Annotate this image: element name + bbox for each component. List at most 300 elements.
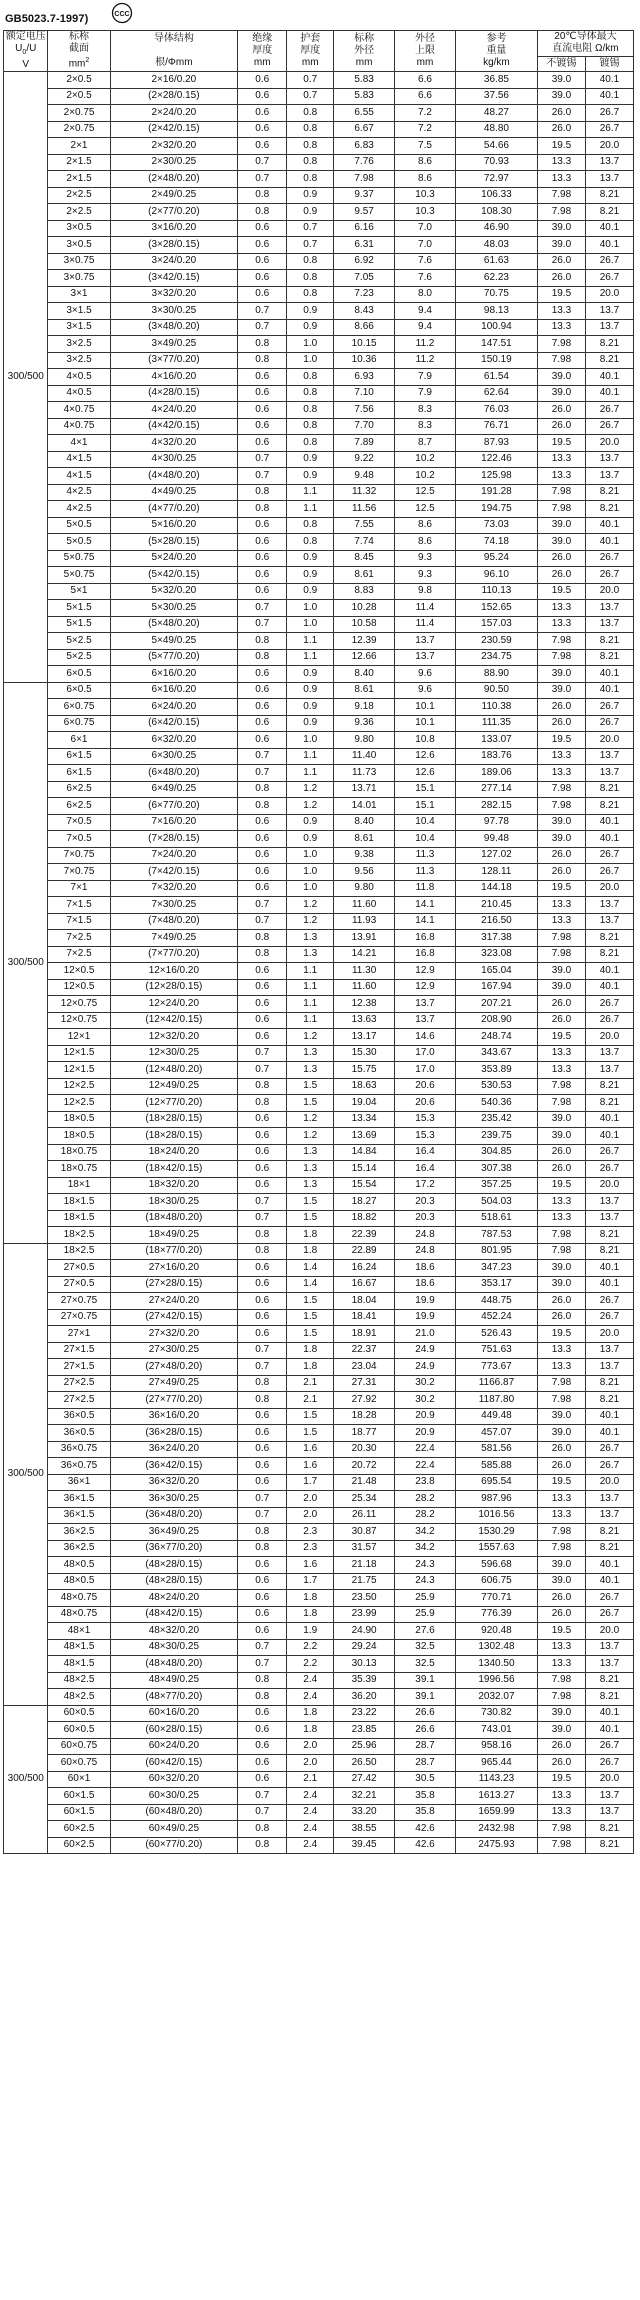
cell-resistance-unplated: 39.0 bbox=[537, 1557, 585, 1574]
cell-od-max: 9.3 bbox=[395, 567, 456, 584]
cell-od-max: 16.4 bbox=[395, 1144, 456, 1161]
cell-resistance-plated: 13.7 bbox=[585, 1507, 633, 1524]
cell-area: 5×0.5 bbox=[48, 517, 110, 534]
cell-weight: 606.75 bbox=[455, 1573, 537, 1590]
cell-conductor: 36×24/0.20 bbox=[110, 1441, 238, 1458]
cell-od-max: 7.5 bbox=[395, 138, 456, 155]
cell-resistance-plated: 8.21 bbox=[585, 1243, 633, 1260]
cell-resistance-plated: 40.1 bbox=[585, 369, 633, 386]
cell-resistance-plated: 8.21 bbox=[585, 1540, 633, 1557]
cell-od-max: 28.2 bbox=[395, 1507, 456, 1524]
cell-resistance-unplated: 13.3 bbox=[537, 319, 585, 336]
cell-conductor: (7×42/0.15) bbox=[110, 864, 238, 881]
cell-conductor: 6×24/0.20 bbox=[110, 699, 238, 716]
table-row bbox=[4, 1243, 634, 1260]
cell-resistance-unplated: 26.0 bbox=[537, 550, 585, 567]
cell-od-max: 13.7 bbox=[395, 649, 456, 666]
cell-weight: 695.54 bbox=[455, 1474, 537, 1491]
cell-resistance-plated: 13.7 bbox=[585, 1062, 633, 1079]
cell-sheath: 2.0 bbox=[287, 1755, 334, 1772]
cell-od-max: 14.6 bbox=[395, 1029, 456, 1046]
cell-insulation: 0.6 bbox=[238, 237, 287, 254]
col-voltage: 额定电压 $U_0/U$ V bbox=[4, 31, 48, 72]
cell-insulation: 0.8 bbox=[238, 484, 287, 501]
cell-od: 27.31 bbox=[334, 1375, 395, 1392]
cell-od: 25.34 bbox=[334, 1491, 395, 1508]
cell-od: 6.31 bbox=[334, 237, 395, 254]
table-row bbox=[4, 385, 634, 402]
cell-sheath: 1.0 bbox=[287, 336, 334, 353]
cell-resistance-unplated: 39.0 bbox=[537, 963, 585, 980]
cell-area: 18×0.75 bbox=[48, 1161, 110, 1178]
cell-od-max: 9.6 bbox=[395, 666, 456, 683]
cell-weight: 133.07 bbox=[455, 732, 537, 749]
cell-od-max: 15.1 bbox=[395, 781, 456, 798]
cell-resistance-unplated: 13.3 bbox=[537, 1359, 585, 1376]
cell-resistance-plated: 13.7 bbox=[585, 1342, 633, 1359]
table-row bbox=[4, 1590, 634, 1607]
cell-od: 7.55 bbox=[334, 517, 395, 534]
cell-od-max: 30.5 bbox=[395, 1771, 456, 1788]
table-row bbox=[4, 1161, 634, 1178]
cell-od-max: 24.9 bbox=[395, 1359, 456, 1376]
cell-insulation: 0.8 bbox=[238, 1375, 287, 1392]
cell-conductor: (5×28/0.15) bbox=[110, 534, 238, 551]
cell-od: 23.50 bbox=[334, 1590, 395, 1607]
cell-insulation: 0.6 bbox=[238, 1623, 287, 1640]
table-row bbox=[4, 1491, 634, 1508]
cell-insulation: 0.8 bbox=[238, 930, 287, 947]
cell-conductor: (60×42/0.15) bbox=[110, 1755, 238, 1772]
cell-sheath: 1.8 bbox=[287, 1227, 334, 1244]
cell-resistance-plated: 40.1 bbox=[585, 1276, 633, 1293]
cell-sheath: 2.0 bbox=[287, 1738, 334, 1755]
cell-od: 10.58 bbox=[334, 616, 395, 633]
cell-resistance-unplated: 19.5 bbox=[537, 1623, 585, 1640]
cell-od-max: 11.3 bbox=[395, 847, 456, 864]
cell-weight: 1530.29 bbox=[455, 1524, 537, 1541]
cell-area: 12×0.75 bbox=[48, 1012, 110, 1029]
cell-resistance-plated: 8.21 bbox=[585, 484, 633, 501]
cell-conductor: (12×28/0.15) bbox=[110, 979, 238, 996]
cell-area: 4×1.5 bbox=[48, 468, 110, 485]
table-row bbox=[4, 1012, 634, 1029]
table-row bbox=[4, 1540, 634, 1557]
cell-sheath: 1.9 bbox=[287, 1623, 334, 1640]
cell-od-max: 17.0 bbox=[395, 1062, 456, 1079]
cell-conductor: 6×30/0.25 bbox=[110, 748, 238, 765]
cell-od-max: 28.7 bbox=[395, 1755, 456, 1772]
cell-sheath: 0.8 bbox=[287, 385, 334, 402]
cell-od: 5.83 bbox=[334, 88, 395, 105]
cell-area: 3×2.5 bbox=[48, 352, 110, 369]
cell-od-max: 11.4 bbox=[395, 616, 456, 633]
cell-resistance-unplated: 7.98 bbox=[537, 1689, 585, 1706]
cell-weight: 2032.07 bbox=[455, 1689, 537, 1706]
cell-od-max: 19.9 bbox=[395, 1293, 456, 1310]
cell-sheath: 2.0 bbox=[287, 1491, 334, 1508]
table-row bbox=[4, 1177, 634, 1194]
cell-weight: 801.95 bbox=[455, 1243, 537, 1260]
cell-resistance-unplated: 13.3 bbox=[537, 1788, 585, 1805]
col-conductor: 导体结构 根/Φmm bbox=[110, 31, 238, 72]
cell-od: 18.28 bbox=[334, 1408, 395, 1425]
cell-resistance-plated: 20.0 bbox=[585, 435, 633, 452]
cell-resistance-plated: 13.7 bbox=[585, 1804, 633, 1821]
cell-area: 2×0.75 bbox=[48, 121, 110, 138]
cell-weight: 191.28 bbox=[455, 484, 537, 501]
cell-weight: 189.06 bbox=[455, 765, 537, 782]
cell-od: 23.22 bbox=[334, 1705, 395, 1722]
cell-od: 26.11 bbox=[334, 1507, 395, 1524]
cell-conductor: (60×77/0.20) bbox=[110, 1837, 238, 1854]
cell-area: 7×0.5 bbox=[48, 831, 110, 848]
cell-resistance-unplated: 26.0 bbox=[537, 1441, 585, 1458]
cell-od: 19.04 bbox=[334, 1095, 395, 1112]
cell-resistance-plated: 26.7 bbox=[585, 1590, 633, 1607]
cell-resistance-plated: 8.21 bbox=[585, 1672, 633, 1689]
cell-insulation: 0.7 bbox=[238, 1342, 287, 1359]
cell-area: 6×2.5 bbox=[48, 798, 110, 815]
cell-weight: 343.67 bbox=[455, 1045, 537, 1062]
cell-insulation: 0.8 bbox=[238, 1837, 287, 1854]
cell-sheath: 1.5 bbox=[287, 1293, 334, 1310]
cell-insulation: 0.8 bbox=[238, 336, 287, 353]
cell-od: 11.56 bbox=[334, 501, 395, 518]
table-row bbox=[4, 187, 634, 204]
table-row bbox=[4, 1755, 634, 1772]
cell-sheath: 1.3 bbox=[287, 1161, 334, 1178]
cell-resistance-unplated: 19.5 bbox=[537, 138, 585, 155]
cell-weight: 106.33 bbox=[455, 187, 537, 204]
cell-sheath: 1.5 bbox=[287, 1326, 334, 1343]
table-row bbox=[4, 946, 634, 963]
cell-insulation: 0.8 bbox=[238, 1689, 287, 1706]
cell-sheath: 0.9 bbox=[287, 204, 334, 221]
cell-weight: 73.03 bbox=[455, 517, 537, 534]
table-row bbox=[4, 1474, 634, 1491]
cell-resistance-plated: 26.7 bbox=[585, 699, 633, 716]
table-row bbox=[4, 1276, 634, 1293]
cell-resistance-unplated: 7.98 bbox=[537, 187, 585, 204]
cell-weight: 61.54 bbox=[455, 369, 537, 386]
cell-resistance-unplated: 39.0 bbox=[537, 72, 585, 89]
cell-od: 11.93 bbox=[334, 913, 395, 930]
cable-spec-table bbox=[3, 30, 634, 1854]
cell-resistance-plated: 8.21 bbox=[585, 633, 633, 650]
cell-conductor: (6×48/0.20) bbox=[110, 765, 238, 782]
cell-insulation: 0.6 bbox=[238, 1029, 287, 1046]
cell-od: 8.40 bbox=[334, 814, 395, 831]
cell-area: 27×1.5 bbox=[48, 1359, 110, 1376]
cell-od: 12.39 bbox=[334, 633, 395, 650]
cell-area: 48×1 bbox=[48, 1623, 110, 1640]
cell-weight: 87.93 bbox=[455, 435, 537, 452]
cell-sheath: 1.0 bbox=[287, 847, 334, 864]
table-row bbox=[4, 798, 634, 815]
cell-sheath: 0.9 bbox=[287, 319, 334, 336]
cell-insulation: 0.7 bbox=[238, 897, 287, 914]
table-row bbox=[4, 88, 634, 105]
cell-resistance-plated: 26.7 bbox=[585, 121, 633, 138]
cell-od: 13.69 bbox=[334, 1128, 395, 1145]
table-row bbox=[4, 1507, 634, 1524]
cell-od: 8.45 bbox=[334, 550, 395, 567]
cell-od: 23.99 bbox=[334, 1606, 395, 1623]
cell-resistance-unplated: 26.0 bbox=[537, 1606, 585, 1623]
cell-resistance-plated: 40.1 bbox=[585, 220, 633, 237]
cell-od: 9.36 bbox=[334, 715, 395, 732]
cell-od: 7.70 bbox=[334, 418, 395, 435]
cell-insulation: 0.6 bbox=[238, 517, 287, 534]
cell-resistance-unplated: 26.0 bbox=[537, 121, 585, 138]
cell-insulation: 0.8 bbox=[238, 946, 287, 963]
cell-insulation: 0.6 bbox=[238, 369, 287, 386]
cell-sheath: 1.2 bbox=[287, 1128, 334, 1145]
cell-resistance-plated: 20.0 bbox=[585, 1326, 633, 1343]
cell-od-max: 7.9 bbox=[395, 385, 456, 402]
cell-sheath: 0.8 bbox=[287, 435, 334, 452]
cell-insulation: 0.7 bbox=[238, 600, 287, 617]
cell-sheath: 0.9 bbox=[287, 550, 334, 567]
cell-conductor: 6×16/0.20 bbox=[110, 682, 238, 699]
cell-weight: 357.25 bbox=[455, 1177, 537, 1194]
cell-resistance-plated: 13.7 bbox=[585, 600, 633, 617]
cell-conductor: 60×49/0.25 bbox=[110, 1821, 238, 1838]
cell-weight: 127.02 bbox=[455, 847, 537, 864]
cell-od: 14.84 bbox=[334, 1144, 395, 1161]
cell-resistance-plated: 8.21 bbox=[585, 946, 633, 963]
cell-area: 48×1.5 bbox=[48, 1639, 110, 1656]
cell-insulation: 0.6 bbox=[238, 286, 287, 303]
cell-conductor: 4×24/0.20 bbox=[110, 402, 238, 419]
cell-od-max: 14.1 bbox=[395, 913, 456, 930]
cell-area: 2×1.5 bbox=[48, 154, 110, 171]
cell-resistance-plated: 40.1 bbox=[585, 72, 633, 89]
cell-conductor: (2×77/0.20) bbox=[110, 204, 238, 221]
table-row bbox=[4, 204, 634, 221]
cell-insulation: 0.6 bbox=[238, 550, 287, 567]
cell-resistance-plated: 8.21 bbox=[585, 1375, 633, 1392]
col-insulation: 绝缘 厚度 mm bbox=[238, 31, 287, 72]
cell-resistance-plated: 8.21 bbox=[585, 187, 633, 204]
cell-od: 29.24 bbox=[334, 1639, 395, 1656]
table-row bbox=[4, 1837, 634, 1854]
cell-insulation: 0.7 bbox=[238, 1804, 287, 1821]
cell-area: 7×2.5 bbox=[48, 930, 110, 947]
cell-sheath: 1.2 bbox=[287, 897, 334, 914]
table-row bbox=[4, 237, 634, 254]
cell-od: 8.83 bbox=[334, 583, 395, 600]
cell-area: 3×0.75 bbox=[48, 270, 110, 287]
cell-od: 18.63 bbox=[334, 1078, 395, 1095]
cell-od-max: 20.3 bbox=[395, 1194, 456, 1211]
cell-resistance-plated: 26.7 bbox=[585, 418, 633, 435]
cell-conductor: (12×42/0.15) bbox=[110, 1012, 238, 1029]
cell-area: 6×0.75 bbox=[48, 699, 110, 716]
cell-od-max: 6.6 bbox=[395, 88, 456, 105]
cell-area: 18×1.5 bbox=[48, 1210, 110, 1227]
cell-resistance-unplated: 26.0 bbox=[537, 1144, 585, 1161]
cell-conductor: 60×30/0.25 bbox=[110, 1788, 238, 1805]
cell-od: 20.30 bbox=[334, 1441, 395, 1458]
cell-weight: 62.64 bbox=[455, 385, 537, 402]
cell-od-max: 10.8 bbox=[395, 732, 456, 749]
cell-insulation: 0.7 bbox=[238, 913, 287, 930]
cell-resistance-unplated: 19.5 bbox=[537, 1029, 585, 1046]
cell-weight: 99.48 bbox=[455, 831, 537, 848]
cell-od-max: 8.7 bbox=[395, 435, 456, 452]
svg-text:CCC: CCC bbox=[114, 11, 130, 18]
cell-conductor: 12×32/0.20 bbox=[110, 1029, 238, 1046]
cell-resistance-unplated: 7.98 bbox=[537, 1540, 585, 1557]
cell-area: 12×0.5 bbox=[48, 979, 110, 996]
cell-od-max: 28.2 bbox=[395, 1491, 456, 1508]
cell-od-max: 10.3 bbox=[395, 204, 456, 221]
cell-area: 5×0.5 bbox=[48, 534, 110, 551]
cell-od-max: 12.9 bbox=[395, 963, 456, 980]
cell-sheath: 1.2 bbox=[287, 1029, 334, 1046]
cell-resistance-unplated: 39.0 bbox=[537, 666, 585, 683]
header-bar bbox=[3, 0, 633, 30]
cell-weight: 353.17 bbox=[455, 1276, 537, 1293]
cell-conductor: (48×77/0.20) bbox=[110, 1689, 238, 1706]
cell-insulation: 0.7 bbox=[238, 1639, 287, 1656]
cell-weight: 596.68 bbox=[455, 1557, 537, 1574]
cell-od: 9.57 bbox=[334, 204, 395, 221]
cell-resistance-unplated: 39.0 bbox=[537, 1408, 585, 1425]
cell-resistance-unplated: 19.5 bbox=[537, 1177, 585, 1194]
cell-od: 18.82 bbox=[334, 1210, 395, 1227]
cell-sheath: 0.8 bbox=[287, 517, 334, 534]
cell-resistance-plated: 40.1 bbox=[585, 682, 633, 699]
cell-conductor: (60×48/0.20) bbox=[110, 1804, 238, 1821]
cell-conductor: (48×42/0.15) bbox=[110, 1606, 238, 1623]
cell-od: 30.87 bbox=[334, 1524, 395, 1541]
cell-resistance-plated: 13.7 bbox=[585, 897, 633, 914]
cell-insulation: 0.8 bbox=[238, 649, 287, 666]
cell-insulation: 0.6 bbox=[238, 1293, 287, 1310]
cell-od: 6.67 bbox=[334, 121, 395, 138]
cell-od: 39.45 bbox=[334, 1837, 395, 1854]
cell-conductor: (4×77/0.20) bbox=[110, 501, 238, 518]
cell-insulation: 0.6 bbox=[238, 253, 287, 270]
cell-sheath: 1.4 bbox=[287, 1260, 334, 1277]
cell-area: 6×1 bbox=[48, 732, 110, 749]
cell-resistance-unplated: 26.0 bbox=[537, 567, 585, 584]
cell-od: 6.83 bbox=[334, 138, 395, 155]
cell-conductor: (2×28/0.15) bbox=[110, 88, 238, 105]
cell-insulation: 0.6 bbox=[238, 996, 287, 1013]
cell-resistance-unplated: 39.0 bbox=[537, 1260, 585, 1277]
cell-od: 23.85 bbox=[334, 1722, 395, 1739]
table-row bbox=[4, 930, 634, 947]
cell-od-max: 25.9 bbox=[395, 1590, 456, 1607]
cell-resistance-plated: 8.21 bbox=[585, 1392, 633, 1409]
cell-resistance-unplated: 19.5 bbox=[537, 435, 585, 452]
cell-resistance-unplated: 7.98 bbox=[537, 1821, 585, 1838]
cell-od-max: 8.0 bbox=[395, 286, 456, 303]
cell-weight: 2432.98 bbox=[455, 1821, 537, 1838]
cell-area: 7×1 bbox=[48, 880, 110, 897]
cell-area: 60×0.5 bbox=[48, 1722, 110, 1739]
cell-conductor: (18×28/0.15) bbox=[110, 1111, 238, 1128]
table-row bbox=[4, 1722, 634, 1739]
cell-od-max: 26.6 bbox=[395, 1722, 456, 1739]
table-row bbox=[4, 1573, 634, 1590]
cell-conductor: 48×49/0.25 bbox=[110, 1672, 238, 1689]
cell-weight: 239.75 bbox=[455, 1128, 537, 1145]
cell-resistance-plated: 8.21 bbox=[585, 501, 633, 518]
table-row bbox=[4, 1095, 634, 1112]
cell-resistance-unplated: 7.98 bbox=[537, 352, 585, 369]
cell-sheath: 1.8 bbox=[287, 1342, 334, 1359]
cell-insulation: 0.7 bbox=[238, 171, 287, 188]
cell-sheath: 0.8 bbox=[287, 171, 334, 188]
cell-weight: 36.85 bbox=[455, 72, 537, 89]
col-od: 标称 外径 mm bbox=[334, 31, 395, 72]
table-row bbox=[4, 1524, 634, 1541]
cell-insulation: 0.6 bbox=[238, 864, 287, 881]
cell-resistance-unplated: 7.98 bbox=[537, 1375, 585, 1392]
cell-area: 12×0.5 bbox=[48, 963, 110, 980]
cell-sheath: 1.8 bbox=[287, 1722, 334, 1739]
col-unplated: 不镀锡 bbox=[537, 56, 585, 71]
cell-weight: 48.27 bbox=[455, 105, 537, 122]
cell-od: 13.34 bbox=[334, 1111, 395, 1128]
cell-insulation: 0.6 bbox=[238, 1557, 287, 1574]
voltage-cell: 300/500 bbox=[4, 682, 48, 1243]
cell-resistance-plated: 26.7 bbox=[585, 1144, 633, 1161]
cell-od-max: 11.4 bbox=[395, 600, 456, 617]
cell-sheath: 1.8 bbox=[287, 1243, 334, 1260]
cell-weight: 1557.63 bbox=[455, 1540, 537, 1557]
cell-insulation: 0.8 bbox=[238, 1392, 287, 1409]
cell-od: 8.61 bbox=[334, 567, 395, 584]
cell-conductor: 48×24/0.20 bbox=[110, 1590, 238, 1607]
cell-resistance-plated: 40.1 bbox=[585, 1722, 633, 1739]
cell-insulation: 0.6 bbox=[238, 1425, 287, 1442]
cell-area: 7×0.75 bbox=[48, 864, 110, 881]
cell-resistance-plated: 26.7 bbox=[585, 253, 633, 270]
table-row bbox=[4, 1078, 634, 1095]
cell-conductor: 18×49/0.25 bbox=[110, 1227, 238, 1244]
cell-weight: 128.11 bbox=[455, 864, 537, 881]
cell-weight: 743.01 bbox=[455, 1722, 537, 1739]
cell-conductor: 3×24/0.20 bbox=[110, 253, 238, 270]
ccc-certification-logo bbox=[111, 2, 133, 24]
table-row bbox=[4, 1210, 634, 1227]
cell-od: 25.96 bbox=[334, 1738, 395, 1755]
cell-insulation: 0.6 bbox=[238, 435, 287, 452]
cell-od-max: 15.1 bbox=[395, 798, 456, 815]
cell-resistance-unplated: 39.0 bbox=[537, 1276, 585, 1293]
cell-conductor: (18×48/0.20) bbox=[110, 1210, 238, 1227]
cell-conductor: 2×24/0.20 bbox=[110, 105, 238, 122]
cell-weight: 323.08 bbox=[455, 946, 537, 963]
cell-conductor: 18×30/0.25 bbox=[110, 1194, 238, 1211]
cell-sheath: 1.5 bbox=[287, 1408, 334, 1425]
cell-resistance-unplated: 39.0 bbox=[537, 88, 585, 105]
cell-weight: 150.19 bbox=[455, 352, 537, 369]
cell-resistance-unplated: 39.0 bbox=[537, 979, 585, 996]
cell-resistance-unplated: 39.0 bbox=[537, 385, 585, 402]
cell-sheath: 1.1 bbox=[287, 501, 334, 518]
cell-weight: 144.18 bbox=[455, 880, 537, 897]
cell-sheath: 1.5 bbox=[287, 1210, 334, 1227]
cell-od: 15.30 bbox=[334, 1045, 395, 1062]
cell-insulation: 0.6 bbox=[238, 1144, 287, 1161]
